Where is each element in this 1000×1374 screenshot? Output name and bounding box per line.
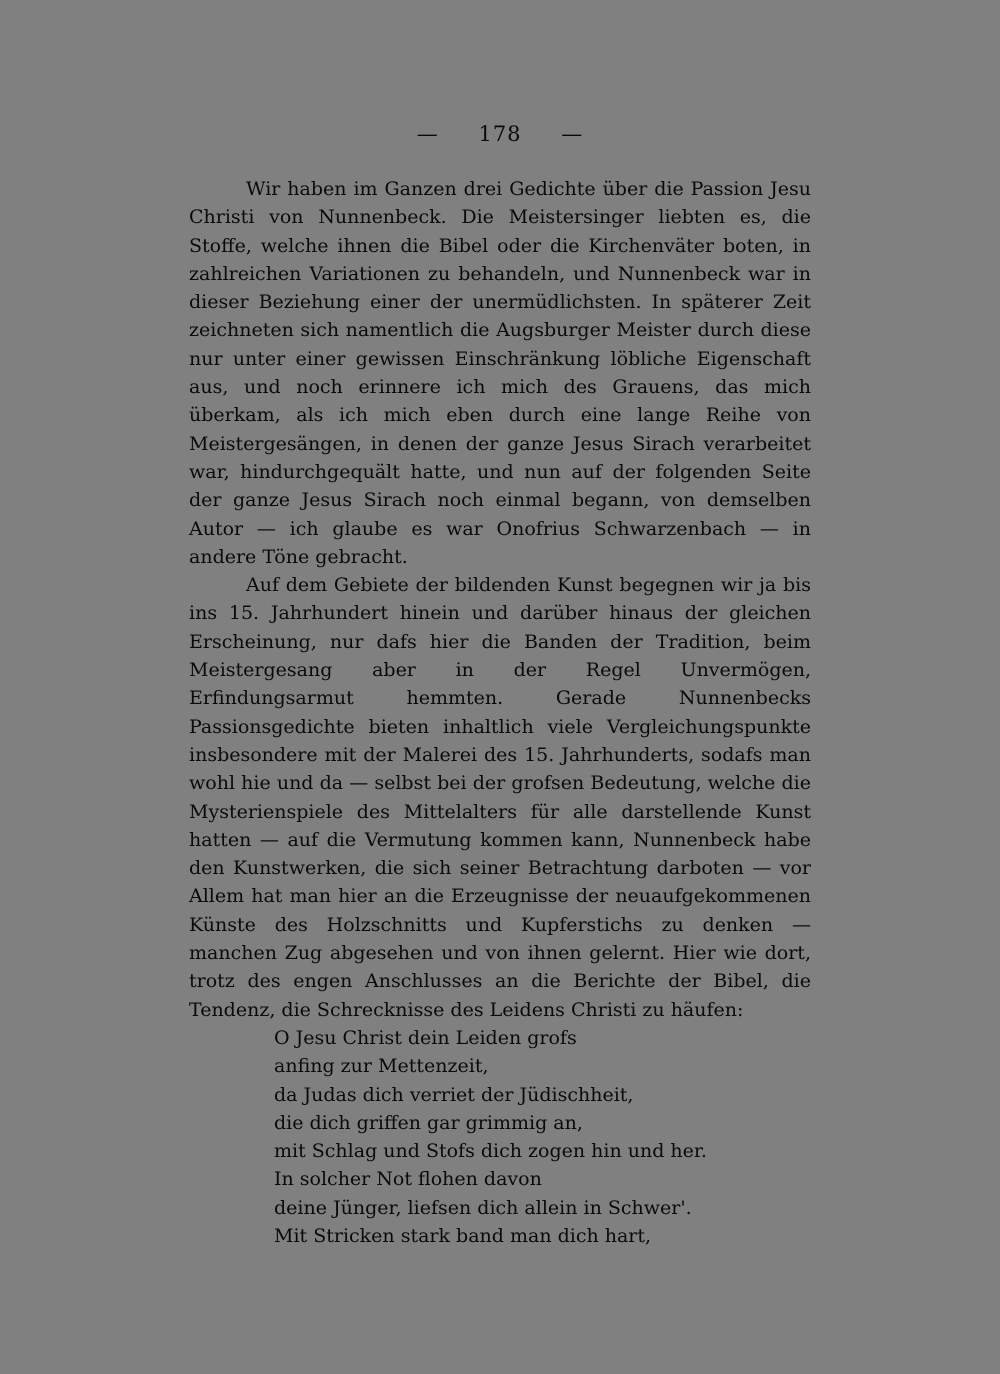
verse-line: deine Jünger, liefsen dich allein in Schwer'. <box>274 1196 692 1219</box>
verse-line: O Jesu Christ dein Leiden grofs <box>274 1026 577 1049</box>
header-dash-left: — <box>416 122 439 146</box>
verse-line: die dich griffen gar grimmig an, <box>274 1111 583 1134</box>
verse-line: da Judas dich verriet der Jüdischheit, <box>274 1083 634 1106</box>
verse-quotation <box>189 1024 811 1250</box>
verse-line: Mit Stricken stark band man dich hart, <box>274 1224 652 1247</box>
verse-line: anfing zur Mettenzeit, <box>274 1055 489 1078</box>
body-text <box>189 175 811 1250</box>
header-dash-right: — <box>561 122 584 146</box>
verse-line: In solcher Not flohen davon <box>274 1168 542 1191</box>
verse-line: mit Schlag und Stofs dich zogen hin und her. <box>274 1140 707 1163</box>
paragraph-passion-poems: Wir haben im Ganzen drei Gedichte über die Passion Jesu Christi von Nunnenbeck. Die Meistersinger liebten es, die Stoffe, welche ihnen die Bibel oder die Kirchenväter boten, in zahlreichen Variationen zu behandeln, und Nunnenbeck war in dieser Beziehung einer der unermüdlichsten. In späterer Zeit zeichneten sich namentlich die Augsburger Meister durch diese nur unter einer gewissen Einschränkung löbliche Eigenschaft aus, und noch erinnere ich mich des Grauens, das mich überkam, als ich mich eben durch eine lange Reihe von Meistergesängen, in denen der ganze Jesus Sirach verarbeitet war, hindurchgequält hatte, und nun auf der folgenden Seite der ganze Jesus Sirach noch einmal begann, von demselben Autor — ich glaube es war Onofrius Schwarzenbach — in andere Töne gebracht. <box>189 178 811 568</box>
page-number-header <box>0 122 1000 146</box>
paragraph-visual-arts: Auf dem Gebiete der bildenden Kunst begegnen wir ja bis ins 15. Jahrhundert hinein und darüber hinaus der gleichen Erscheinung, nur dafs hier die Banden der Tradition, beim Meistergesang aber in der Regel Unvermögen, Erfindungsarmut hemmten. Gerade Nunnenbecks Passionsgedichte bieten inhaltlich viele Vergleichungspunkte insbesondere mit der Malerei des 15. Jahrhunderts, sodafs man wohl hie und da — selbst bei der grofsen Bedeutung, welche die Mysterienspiele des Mittelalters für alle darstellende Kunst hatten — auf die Vermutung kommen kann, Nunnenbeck habe den Kunstwerken, die sich seiner Betrachtung darboten — vor Allem hat man hier an die Erzeugnisse der neuaufgekommenen Künste des Holzschnitts und Kupferstichs zu denken — manchen Zug abgesehen und von ihnen gelernt. Hier wie dort, trotz des engen Anschlusses an die Berichte der Bibel, die Tendenz, die Schrecknisse des Leidens Christi zu häufen: <box>189 574 811 1021</box>
page-number: 178 <box>478 122 522 146</box>
